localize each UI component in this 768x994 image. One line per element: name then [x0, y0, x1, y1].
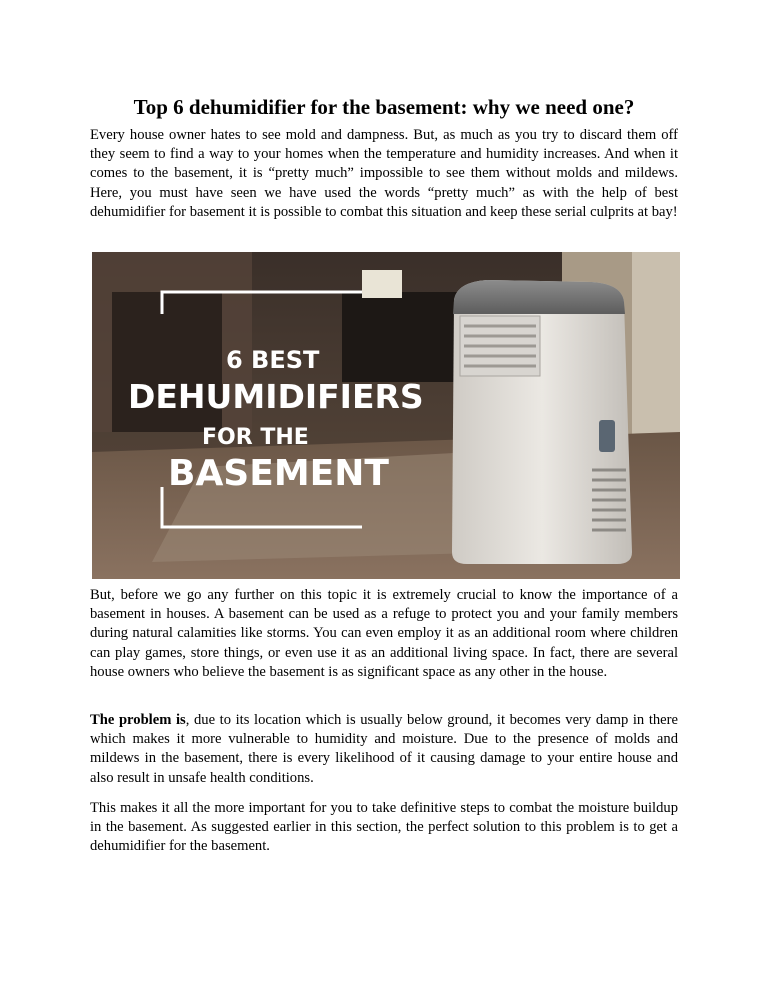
hero-line-2: DEHUMIDIFIERS — [128, 377, 424, 416]
problem-text: , due to its location which is usually below ground, it becomes very damp in there which makes it more vulnerable to humidity and moisture. Due to the presence of molds and mildews in the basement, there is every likelihood of it causing damage to your entire house and also result in unsafe health conditions. — [90, 712, 678, 786]
page-title: Top 6 dehumidifier for the basement: why we need one? — [133, 95, 635, 119]
hero-line-1: 6 BEST — [226, 346, 320, 374]
dehumidifier-illustration — [452, 280, 632, 564]
solution-paragraph: This makes it all the more important for you to take definitive steps to combat the moisture buildup in the basement. As suggested earlier in this section, the perfect solution to this problem is to get a dehumidifier for the basement. — [90, 800, 678, 855]
hero-line-3: FOR THE — [202, 425, 309, 450]
importance-paragraph: But, before we go any further on this topic it is extremely crucial to know the importance of a basement in houses. A basement can be used as a refuge to protect you and your family members during natural calamities like storms. You can even employ it as an additional room where children can play games, store things, or even use it as an additional living space. In fact, there are several house owners who believe the basement is as significant space as any other in the house. — [90, 587, 678, 680]
hero-image — [92, 252, 680, 579]
hero-line-4: BASEMENT — [168, 453, 389, 494]
problem-paragraph — [90, 711, 678, 788]
problem-lead: The problem is — [90, 712, 186, 728]
intro-paragraph: Every house owner hates to see mold and dampness. But, as much as you try to discard them off they seem to find a way to your homes when the temperature and humidity increases. And when it comes to the basement, it is “pretty much” impossible to see them without molds and mildews. Here, you must have seen we have used the words “pretty much” as with the help of best dehumidifier for basement it is possible to combat this situation and keep these serial culprits at bay! — [90, 127, 678, 220]
